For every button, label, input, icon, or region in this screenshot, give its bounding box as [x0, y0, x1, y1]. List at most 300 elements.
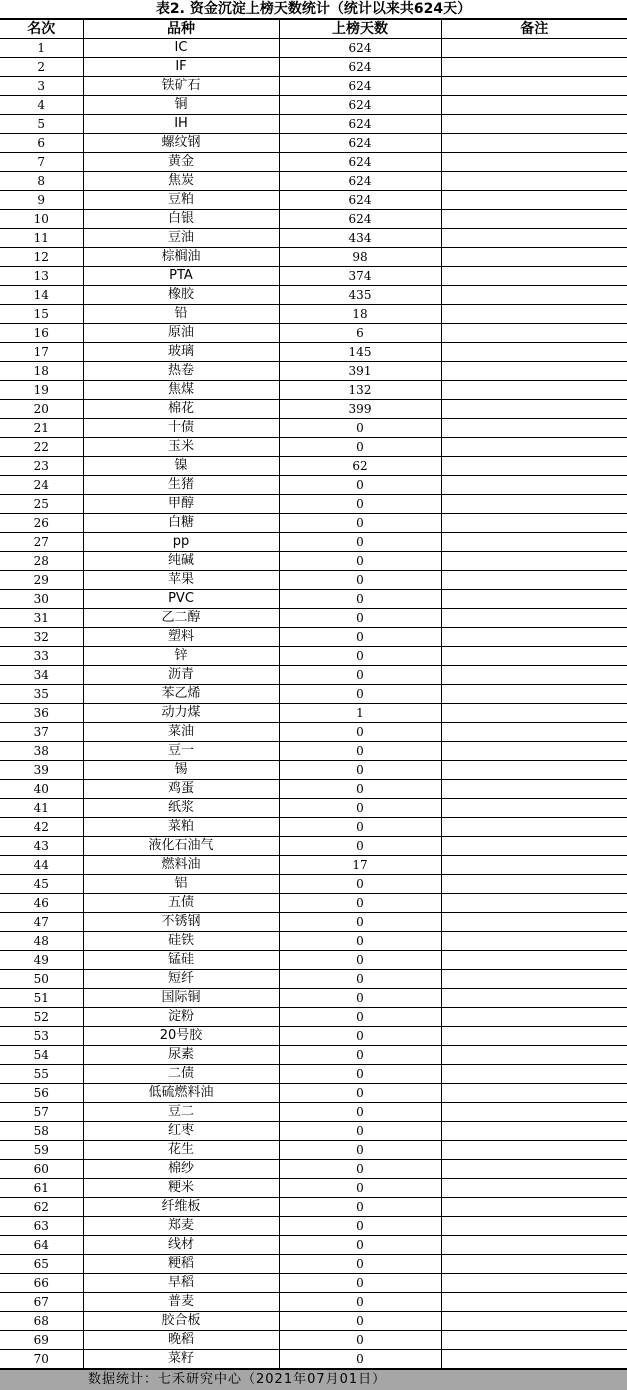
- cell-days: 6: [279, 324, 441, 343]
- cell-rank: 61: [0, 1179, 83, 1198]
- table-row: [0, 761, 627, 780]
- cell-name: IH: [83, 115, 279, 134]
- cell-rank: 2: [0, 58, 83, 77]
- cell-name: 生猪: [83, 476, 279, 495]
- cell-note: [441, 229, 627, 248]
- cell-days: 0: [279, 1255, 441, 1274]
- cell-name: 塑料: [83, 628, 279, 647]
- cell-days: 98: [279, 248, 441, 267]
- table-row: [0, 818, 627, 837]
- cell-rank: 48: [0, 932, 83, 951]
- cell-rank: 7: [0, 153, 83, 172]
- cell-rank: 59: [0, 1141, 83, 1160]
- cell-rank: 27: [0, 533, 83, 552]
- cell-days: 0: [279, 1065, 441, 1084]
- cell-rank: 56: [0, 1084, 83, 1103]
- cell-rank: 22: [0, 438, 83, 457]
- cell-days: 624: [279, 172, 441, 191]
- cell-rank: 34: [0, 666, 83, 685]
- cell-rank: 32: [0, 628, 83, 647]
- cell-name: 郑麦: [83, 1217, 279, 1236]
- cell-note: [441, 324, 627, 343]
- cell-days: 624: [279, 96, 441, 115]
- footer-source: 数据统计：七禾研究中心（2021年07月01日）: [88, 1372, 387, 1387]
- header-days: 上榜天数: [279, 20, 441, 39]
- cell-days: 0: [279, 666, 441, 685]
- cell-rank: 43: [0, 837, 83, 856]
- cell-note: [441, 989, 627, 1008]
- cell-days: 0: [279, 514, 441, 533]
- cell-days: 0: [279, 552, 441, 571]
- table-row: [0, 400, 627, 419]
- cell-rank: 37: [0, 723, 83, 742]
- table-row: [0, 1084, 627, 1103]
- table-body: [0, 39, 627, 1369]
- cell-note: [441, 1255, 627, 1274]
- cell-name: 豆一: [83, 742, 279, 761]
- table-row: [0, 590, 627, 609]
- table-row: [0, 514, 627, 533]
- cell-note: [441, 191, 627, 210]
- cell-name: 液化石油气: [83, 837, 279, 856]
- cell-note: [441, 58, 627, 77]
- table-row: [0, 153, 627, 172]
- table-row: [0, 457, 627, 476]
- cell-days: 434: [279, 229, 441, 248]
- cell-rank: 33: [0, 647, 83, 666]
- cell-rank: 45: [0, 875, 83, 894]
- cell-days: 0: [279, 533, 441, 552]
- cell-note: [441, 590, 627, 609]
- table-row: [0, 1179, 627, 1198]
- cell-days: 0: [279, 495, 441, 514]
- table-row: [0, 951, 627, 970]
- table-row: [0, 96, 627, 115]
- table-row: [0, 1331, 627, 1350]
- cell-note: [441, 1217, 627, 1236]
- cell-rank: 26: [0, 514, 83, 533]
- cell-days: 17: [279, 856, 441, 875]
- cell-rank: 40: [0, 780, 83, 799]
- cell-name: 玻璃: [83, 343, 279, 362]
- cell-rank: 18: [0, 362, 83, 381]
- table-row: [0, 1046, 627, 1065]
- cell-days: 624: [279, 77, 441, 96]
- table-row: [0, 1274, 627, 1293]
- cell-rank: 44: [0, 856, 83, 875]
- cell-days: 0: [279, 818, 441, 837]
- cell-days: 399: [279, 400, 441, 419]
- cell-name: 低硫燃料油: [83, 1084, 279, 1103]
- cell-rank: 9: [0, 191, 83, 210]
- cell-note: [441, 970, 627, 989]
- cell-note: [441, 533, 627, 552]
- header-note: 备注: [441, 20, 627, 39]
- cell-note: [441, 628, 627, 647]
- table-row: [0, 837, 627, 856]
- cell-name: 棉花: [83, 400, 279, 419]
- cell-rank: 50: [0, 970, 83, 989]
- cell-days: 0: [279, 1008, 441, 1027]
- cell-name: 不锈钢: [83, 913, 279, 932]
- cell-note: [441, 951, 627, 970]
- cell-days: 0: [279, 1027, 441, 1046]
- cell-rank: 69: [0, 1331, 83, 1350]
- cell-name: 鸡蛋: [83, 780, 279, 799]
- cell-days: 0: [279, 1217, 441, 1236]
- cell-name: 原油: [83, 324, 279, 343]
- cell-days: 624: [279, 39, 441, 58]
- cell-rank: 4: [0, 96, 83, 115]
- cell-rank: 11: [0, 229, 83, 248]
- cell-rank: 53: [0, 1027, 83, 1046]
- cell-note: [441, 1331, 627, 1350]
- cell-rank: 47: [0, 913, 83, 932]
- cell-rank: 66: [0, 1274, 83, 1293]
- cell-name: 普麦: [83, 1293, 279, 1312]
- cell-note: [441, 799, 627, 818]
- cell-name: 尿素: [83, 1046, 279, 1065]
- table-row: [0, 742, 627, 761]
- cell-name: 锡: [83, 761, 279, 780]
- cell-days: 0: [279, 742, 441, 761]
- cell-name: 早稻: [83, 1274, 279, 1293]
- table-row: [0, 1312, 627, 1331]
- footer-bar: [0, 1369, 627, 1390]
- cell-days: 0: [279, 1160, 441, 1179]
- table-row: [0, 1350, 627, 1369]
- cell-days: 0: [279, 1331, 441, 1350]
- cell-name: 铅: [83, 305, 279, 324]
- cell-days: 0: [279, 894, 441, 913]
- cell-name: 菜籽: [83, 1350, 279, 1369]
- table-row: [0, 115, 627, 134]
- table-row: [0, 381, 627, 400]
- cell-rank: 52: [0, 1008, 83, 1027]
- cell-name: 燃料油: [83, 856, 279, 875]
- cell-rank: 54: [0, 1046, 83, 1065]
- cell-note: [441, 1198, 627, 1217]
- cell-note: [441, 761, 627, 780]
- cell-days: 0: [279, 1046, 441, 1065]
- cell-name: 苹果: [83, 571, 279, 590]
- cell-note: [441, 1084, 627, 1103]
- table-row: [0, 476, 627, 495]
- cell-rank: 12: [0, 248, 83, 267]
- cell-days: 0: [279, 571, 441, 590]
- cell-rank: 5: [0, 115, 83, 134]
- table-row: [0, 1141, 627, 1160]
- cell-days: 0: [279, 685, 441, 704]
- cell-note: [441, 723, 627, 742]
- cell-name: 淀粉: [83, 1008, 279, 1027]
- cell-days: 0: [279, 476, 441, 495]
- table-row: [0, 1065, 627, 1084]
- cell-rank: 65: [0, 1255, 83, 1274]
- cell-rank: 30: [0, 590, 83, 609]
- table-row: [0, 362, 627, 381]
- table-row: [0, 647, 627, 666]
- header-name: 品种: [83, 20, 279, 39]
- table-row: [0, 913, 627, 932]
- cell-rank: 8: [0, 172, 83, 191]
- cell-days: 624: [279, 58, 441, 77]
- table-row: [0, 495, 627, 514]
- cell-days: 62: [279, 457, 441, 476]
- cell-days: 0: [279, 1122, 441, 1141]
- cell-rank: 21: [0, 419, 83, 438]
- cell-name: 沥青: [83, 666, 279, 685]
- cell-rank: 46: [0, 894, 83, 913]
- cell-note: [441, 96, 627, 115]
- cell-name: 豆二: [83, 1103, 279, 1122]
- cell-rank: 20: [0, 400, 83, 419]
- cell-rank: 68: [0, 1312, 83, 1331]
- cell-days: 0: [279, 609, 441, 628]
- table-row: [0, 419, 627, 438]
- cell-days: 0: [279, 723, 441, 742]
- cell-days: 0: [279, 837, 441, 856]
- cell-rank: 55: [0, 1065, 83, 1084]
- cell-rank: 25: [0, 495, 83, 514]
- cell-rank: 42: [0, 818, 83, 837]
- cell-days: 0: [279, 1293, 441, 1312]
- cell-rank: 29: [0, 571, 83, 590]
- cell-rank: 23: [0, 457, 83, 476]
- cell-name: 花生: [83, 1141, 279, 1160]
- cell-note: [441, 932, 627, 951]
- cell-name: 镍: [83, 457, 279, 476]
- cell-name: 菜油: [83, 723, 279, 742]
- cell-note: [441, 343, 627, 362]
- cell-rank: 64: [0, 1236, 83, 1255]
- cell-days: 0: [279, 780, 441, 799]
- cell-note: [441, 1236, 627, 1255]
- cell-note: [441, 837, 627, 856]
- cell-days: 0: [279, 1312, 441, 1331]
- cell-name: 热卷: [83, 362, 279, 381]
- cell-name: 锰硅: [83, 951, 279, 970]
- cell-name: 焦煤: [83, 381, 279, 400]
- cell-days: 0: [279, 1274, 441, 1293]
- cell-note: [441, 1065, 627, 1084]
- cell-days: 0: [279, 628, 441, 647]
- cell-note: [441, 39, 627, 58]
- cell-name: 硅铁: [83, 932, 279, 951]
- cell-days: 0: [279, 1179, 441, 1198]
- cell-rank: 17: [0, 343, 83, 362]
- cell-name: 红枣: [83, 1122, 279, 1141]
- cell-note: [441, 153, 627, 172]
- cell-name: 铜: [83, 96, 279, 115]
- cell-days: 0: [279, 1236, 441, 1255]
- table-row: [0, 1160, 627, 1179]
- cell-note: [441, 419, 627, 438]
- cell-days: 624: [279, 134, 441, 153]
- cell-name: 玉米: [83, 438, 279, 457]
- cell-days: 145: [279, 343, 441, 362]
- table-row: [0, 571, 627, 590]
- cell-rank: 58: [0, 1122, 83, 1141]
- cell-name: 甲醇: [83, 495, 279, 514]
- cell-days: 0: [279, 1141, 441, 1160]
- table-row: [0, 172, 627, 191]
- table-row: [0, 324, 627, 343]
- table-row: [0, 856, 627, 875]
- cell-note: [441, 267, 627, 286]
- cell-name: PTA: [83, 267, 279, 286]
- table-row: [0, 989, 627, 1008]
- cell-note: [441, 457, 627, 476]
- table-row: [0, 932, 627, 951]
- cell-days: 391: [279, 362, 441, 381]
- cell-note: [441, 1350, 627, 1369]
- cell-rank: 1: [0, 39, 83, 58]
- cell-days: 624: [279, 153, 441, 172]
- table-row: [0, 552, 627, 571]
- cell-note: [441, 1122, 627, 1141]
- cell-days: 132: [279, 381, 441, 400]
- table-row: [0, 1122, 627, 1141]
- table-row: [0, 609, 627, 628]
- table-row: [0, 39, 627, 58]
- cell-name: 五债: [83, 894, 279, 913]
- cell-name: 动力煤: [83, 704, 279, 723]
- cell-name: IC: [83, 39, 279, 58]
- cell-days: 0: [279, 1103, 441, 1122]
- table-row: [0, 1293, 627, 1312]
- cell-days: 0: [279, 970, 441, 989]
- cell-rank: 67: [0, 1293, 83, 1312]
- cell-note: [441, 1274, 627, 1293]
- table-row: [0, 666, 627, 685]
- cell-rank: 60: [0, 1160, 83, 1179]
- cell-days: 0: [279, 1350, 441, 1369]
- cell-rank: 51: [0, 989, 83, 1008]
- cell-days: 0: [279, 799, 441, 818]
- cell-name: 豆粕: [83, 191, 279, 210]
- cell-days: 0: [279, 419, 441, 438]
- cell-name: 锌: [83, 647, 279, 666]
- cell-note: [441, 666, 627, 685]
- cell-note: [441, 1160, 627, 1179]
- table-row: [0, 210, 627, 229]
- table-row: [0, 286, 627, 305]
- cell-note: [441, 913, 627, 932]
- table-row: [0, 58, 627, 77]
- cell-name: 纤维板: [83, 1198, 279, 1217]
- cell-note: [441, 894, 627, 913]
- cell-name: 纯碱: [83, 552, 279, 571]
- cell-rank: 6: [0, 134, 83, 153]
- cell-note: [441, 172, 627, 191]
- table-row: [0, 685, 627, 704]
- table-row: [0, 533, 627, 552]
- table-title: 表2. 资金沉淀上榜天数统计（统计以来共624天）: [0, 0, 627, 19]
- cell-name: IF: [83, 58, 279, 77]
- cell-name: 白糖: [83, 514, 279, 533]
- table-row: [0, 1236, 627, 1255]
- table-row: [0, 191, 627, 210]
- cell-note: [441, 742, 627, 761]
- cell-note: [441, 1141, 627, 1160]
- cell-days: 0: [279, 932, 441, 951]
- cell-note: [441, 476, 627, 495]
- table-row: [0, 229, 627, 248]
- cell-name: 20号胶: [83, 1027, 279, 1046]
- cell-note: [441, 286, 627, 305]
- cell-name: 纸浆: [83, 799, 279, 818]
- cell-name: 乙二醇: [83, 609, 279, 628]
- cell-name: pp: [83, 533, 279, 552]
- table-row: [0, 1198, 627, 1217]
- cell-rank: 31: [0, 609, 83, 628]
- cell-days: 0: [279, 590, 441, 609]
- cell-note: [441, 1008, 627, 1027]
- table-row: [0, 894, 627, 913]
- cell-days: 374: [279, 267, 441, 286]
- cell-name: 苯乙烯: [83, 685, 279, 704]
- table-row: [0, 1008, 627, 1027]
- cell-name: 菜粕: [83, 818, 279, 837]
- cell-name: 短纤: [83, 970, 279, 989]
- cell-days: 0: [279, 761, 441, 780]
- cell-days: 0: [279, 1084, 441, 1103]
- cell-note: [441, 1027, 627, 1046]
- cell-days: 624: [279, 210, 441, 229]
- cell-note: [441, 305, 627, 324]
- header-row: [0, 20, 627, 39]
- cell-note: [441, 704, 627, 723]
- table-row: [0, 970, 627, 989]
- cell-note: [441, 248, 627, 267]
- cell-note: [441, 115, 627, 134]
- cell-rank: 49: [0, 951, 83, 970]
- cell-note: [441, 818, 627, 837]
- cell-rank: 70: [0, 1350, 83, 1369]
- cell-note: [441, 1046, 627, 1065]
- cell-name: 铝: [83, 875, 279, 894]
- cell-rank: 28: [0, 552, 83, 571]
- cell-note: [441, 1103, 627, 1122]
- table-row: [0, 875, 627, 894]
- cell-days: 18: [279, 305, 441, 324]
- cell-days: 0: [279, 913, 441, 932]
- table-row: [0, 77, 627, 96]
- table-row: [0, 704, 627, 723]
- cell-note: [441, 134, 627, 153]
- cell-name: 豆油: [83, 229, 279, 248]
- cell-days: 0: [279, 875, 441, 894]
- table-row: [0, 780, 627, 799]
- table-row: [0, 1103, 627, 1122]
- cell-rank: 19: [0, 381, 83, 400]
- table-row: [0, 799, 627, 818]
- table-row: [0, 438, 627, 457]
- cell-name: 铁矿石: [83, 77, 279, 96]
- table-row: [0, 1217, 627, 1236]
- cell-note: [441, 514, 627, 533]
- table-row: [0, 1027, 627, 1046]
- cell-rank: 3: [0, 77, 83, 96]
- cell-days: 0: [279, 951, 441, 970]
- cell-name: 棉纱: [83, 1160, 279, 1179]
- cell-note: [441, 495, 627, 514]
- ranking-table: [0, 19, 627, 1369]
- cell-days: 624: [279, 191, 441, 210]
- table-row: [0, 343, 627, 362]
- cell-days: 0: [279, 1198, 441, 1217]
